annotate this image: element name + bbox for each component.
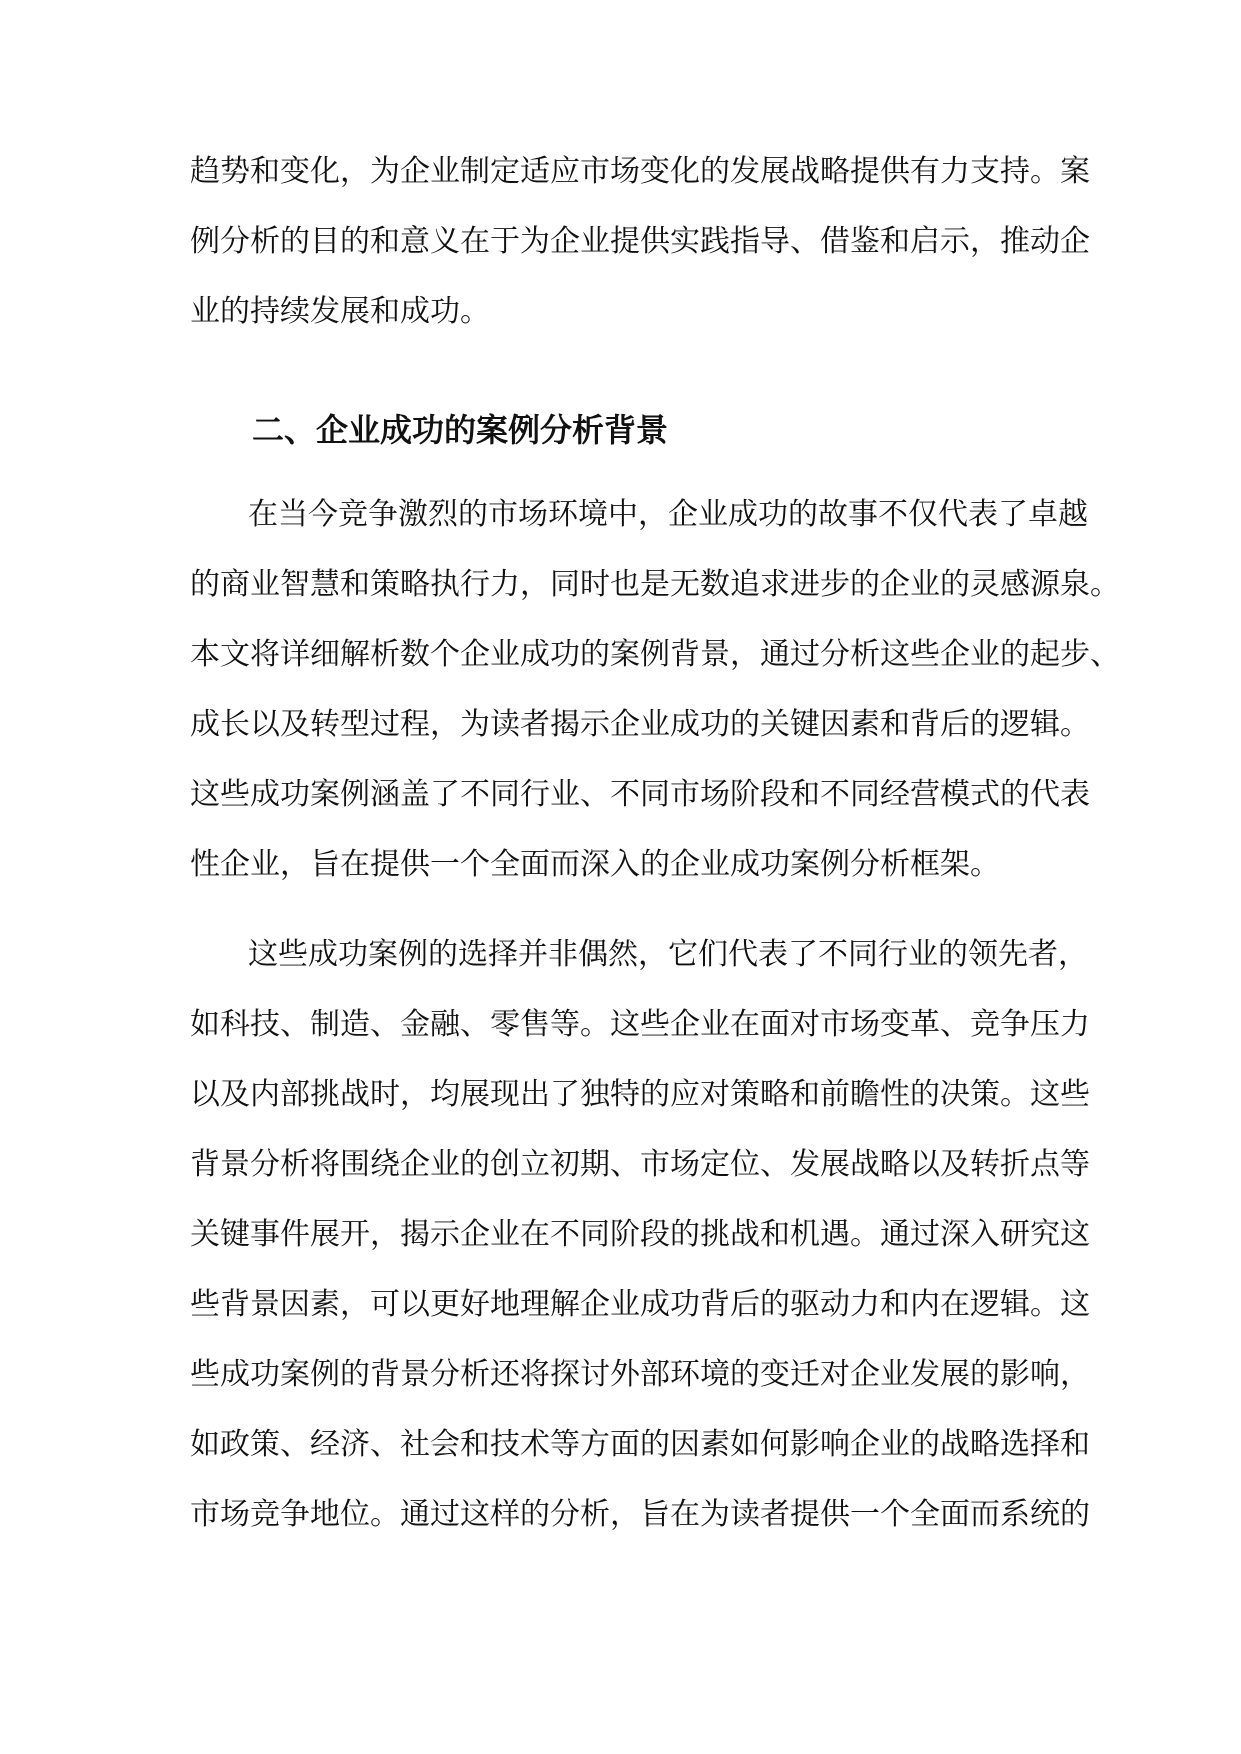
text-line: 市场竞争地位。通过这样的分析，旨在为读者提供一个全面而系统的: [190, 1497, 1090, 1532]
text-line: 趋势和变化，为企业制定适应市场变化的发展战略提供有力支持。案: [190, 154, 1090, 189]
text-line: 以及内部挑战时，均展现出了独特的应对策略和前瞻性的决策。这些: [190, 1077, 1090, 1112]
text-line: 如政策、经济、社会和技术等方面的因素如何影响企业的战略选择和: [190, 1427, 1090, 1462]
paragraph-case-selection: [190, 920, 1090, 1550]
text-line: 成长以及转型过程，为读者揭示企业成功的关键因素和背后的逻辑。: [190, 707, 1090, 742]
text-line: 这些成功案例涵盖了不同行业、不同市场阶段和不同经营模式的代表: [190, 777, 1090, 812]
text-line: 在当今竞争激烈的市场环境中，企业成功的故事不仅代表了卓越: [248, 497, 1088, 532]
text-line: 背景分析将围绕企业的创立初期、市场定位、发展战略以及转折点等: [190, 1147, 1090, 1182]
text-line: 如科技、制造、金融、零售等。这些企业在面对市场变革、竞争压力: [190, 1007, 1090, 1042]
text-line: 关键事件展开，揭示企业在不同阶段的挑战和机遇。通过深入研究这: [190, 1217, 1090, 1252]
text-line: 性企业，旨在提供一个全面而深入的企业成功案例分析框架。: [190, 847, 1000, 882]
paragraph-intro-continuation: [190, 137, 1090, 347]
text-line: 这些成功案例的选择并非偶然，它们代表了不同行业的领先者，: [248, 937, 1088, 972]
text-line: 本文将详细解析数个企业成功的案例背景，通过分析这些企业的起步、: [190, 637, 1120, 672]
text-line: 例分析的目的和意义在于为企业提供实践指导、借鉴和启示，推动企: [190, 224, 1090, 259]
text-line: 的商业智慧和策略执行力，同时也是无数追求进步的企业的灵感源泉。: [190, 567, 1120, 602]
text-line: 些背景因素，可以更好地理解企业成功背后的驱动力和内在逻辑。这: [190, 1287, 1090, 1322]
paragraph-background: [190, 480, 1120, 900]
text-line: 业的持续发展和成功。: [190, 294, 490, 329]
text-line: 些成功案例的背景分析还将探讨外部环境的变迁对企业发展的影响，: [190, 1357, 1090, 1392]
section-heading: 二、企业成功的案例分析背景: [252, 411, 669, 449]
